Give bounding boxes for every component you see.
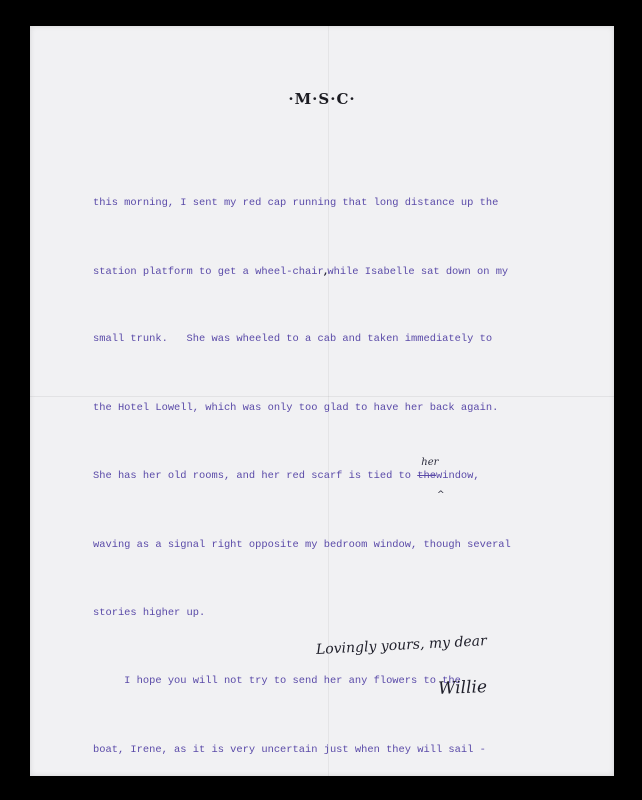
handwritten-comma: , [323,264,328,277]
letter-line-segment: window, [435,470,480,483]
letter-sheet [30,26,614,776]
letterhead-monogram: ·M·S·C· [288,90,356,108]
letter-line [93,260,563,283]
letter-line [93,457,563,501]
letter-line-segment: while Isabelle sat down on my [327,265,509,278]
letter-line: waving as a signal right opposite my bedroom window, though several [93,538,511,551]
letter-line: small trunk. She was wheeled to a cab and taken immediately to [93,333,493,346]
letter-line-segment: station platform to get a wheel-chair [93,265,324,278]
letter-line: stories higher up. [93,606,206,619]
letter-line: this morning, I sent my red cap running that long distance up the [93,196,499,209]
letter-line: boat, Irene, as it is very uncertain just when they will sail - [93,743,486,756]
struck-word [417,457,439,488]
handwritten-signature: Willie [437,677,488,699]
caret-icon: ^ [436,490,445,501]
letter-body [93,146,563,800]
handwritten-closing: Lovingly yours, my dear [315,633,488,658]
letter-line-segment: She has her old rooms, and her red scarf is tied to [93,470,412,483]
letter-line: the Hotel Lowell, which was only too glad to have her back again. [93,401,499,414]
letter-line: I hope you will not try to send her any flowers to the [93,675,461,688]
struck-word-text: the [417,470,436,483]
handwritten-insertion-her: her [421,457,439,469]
